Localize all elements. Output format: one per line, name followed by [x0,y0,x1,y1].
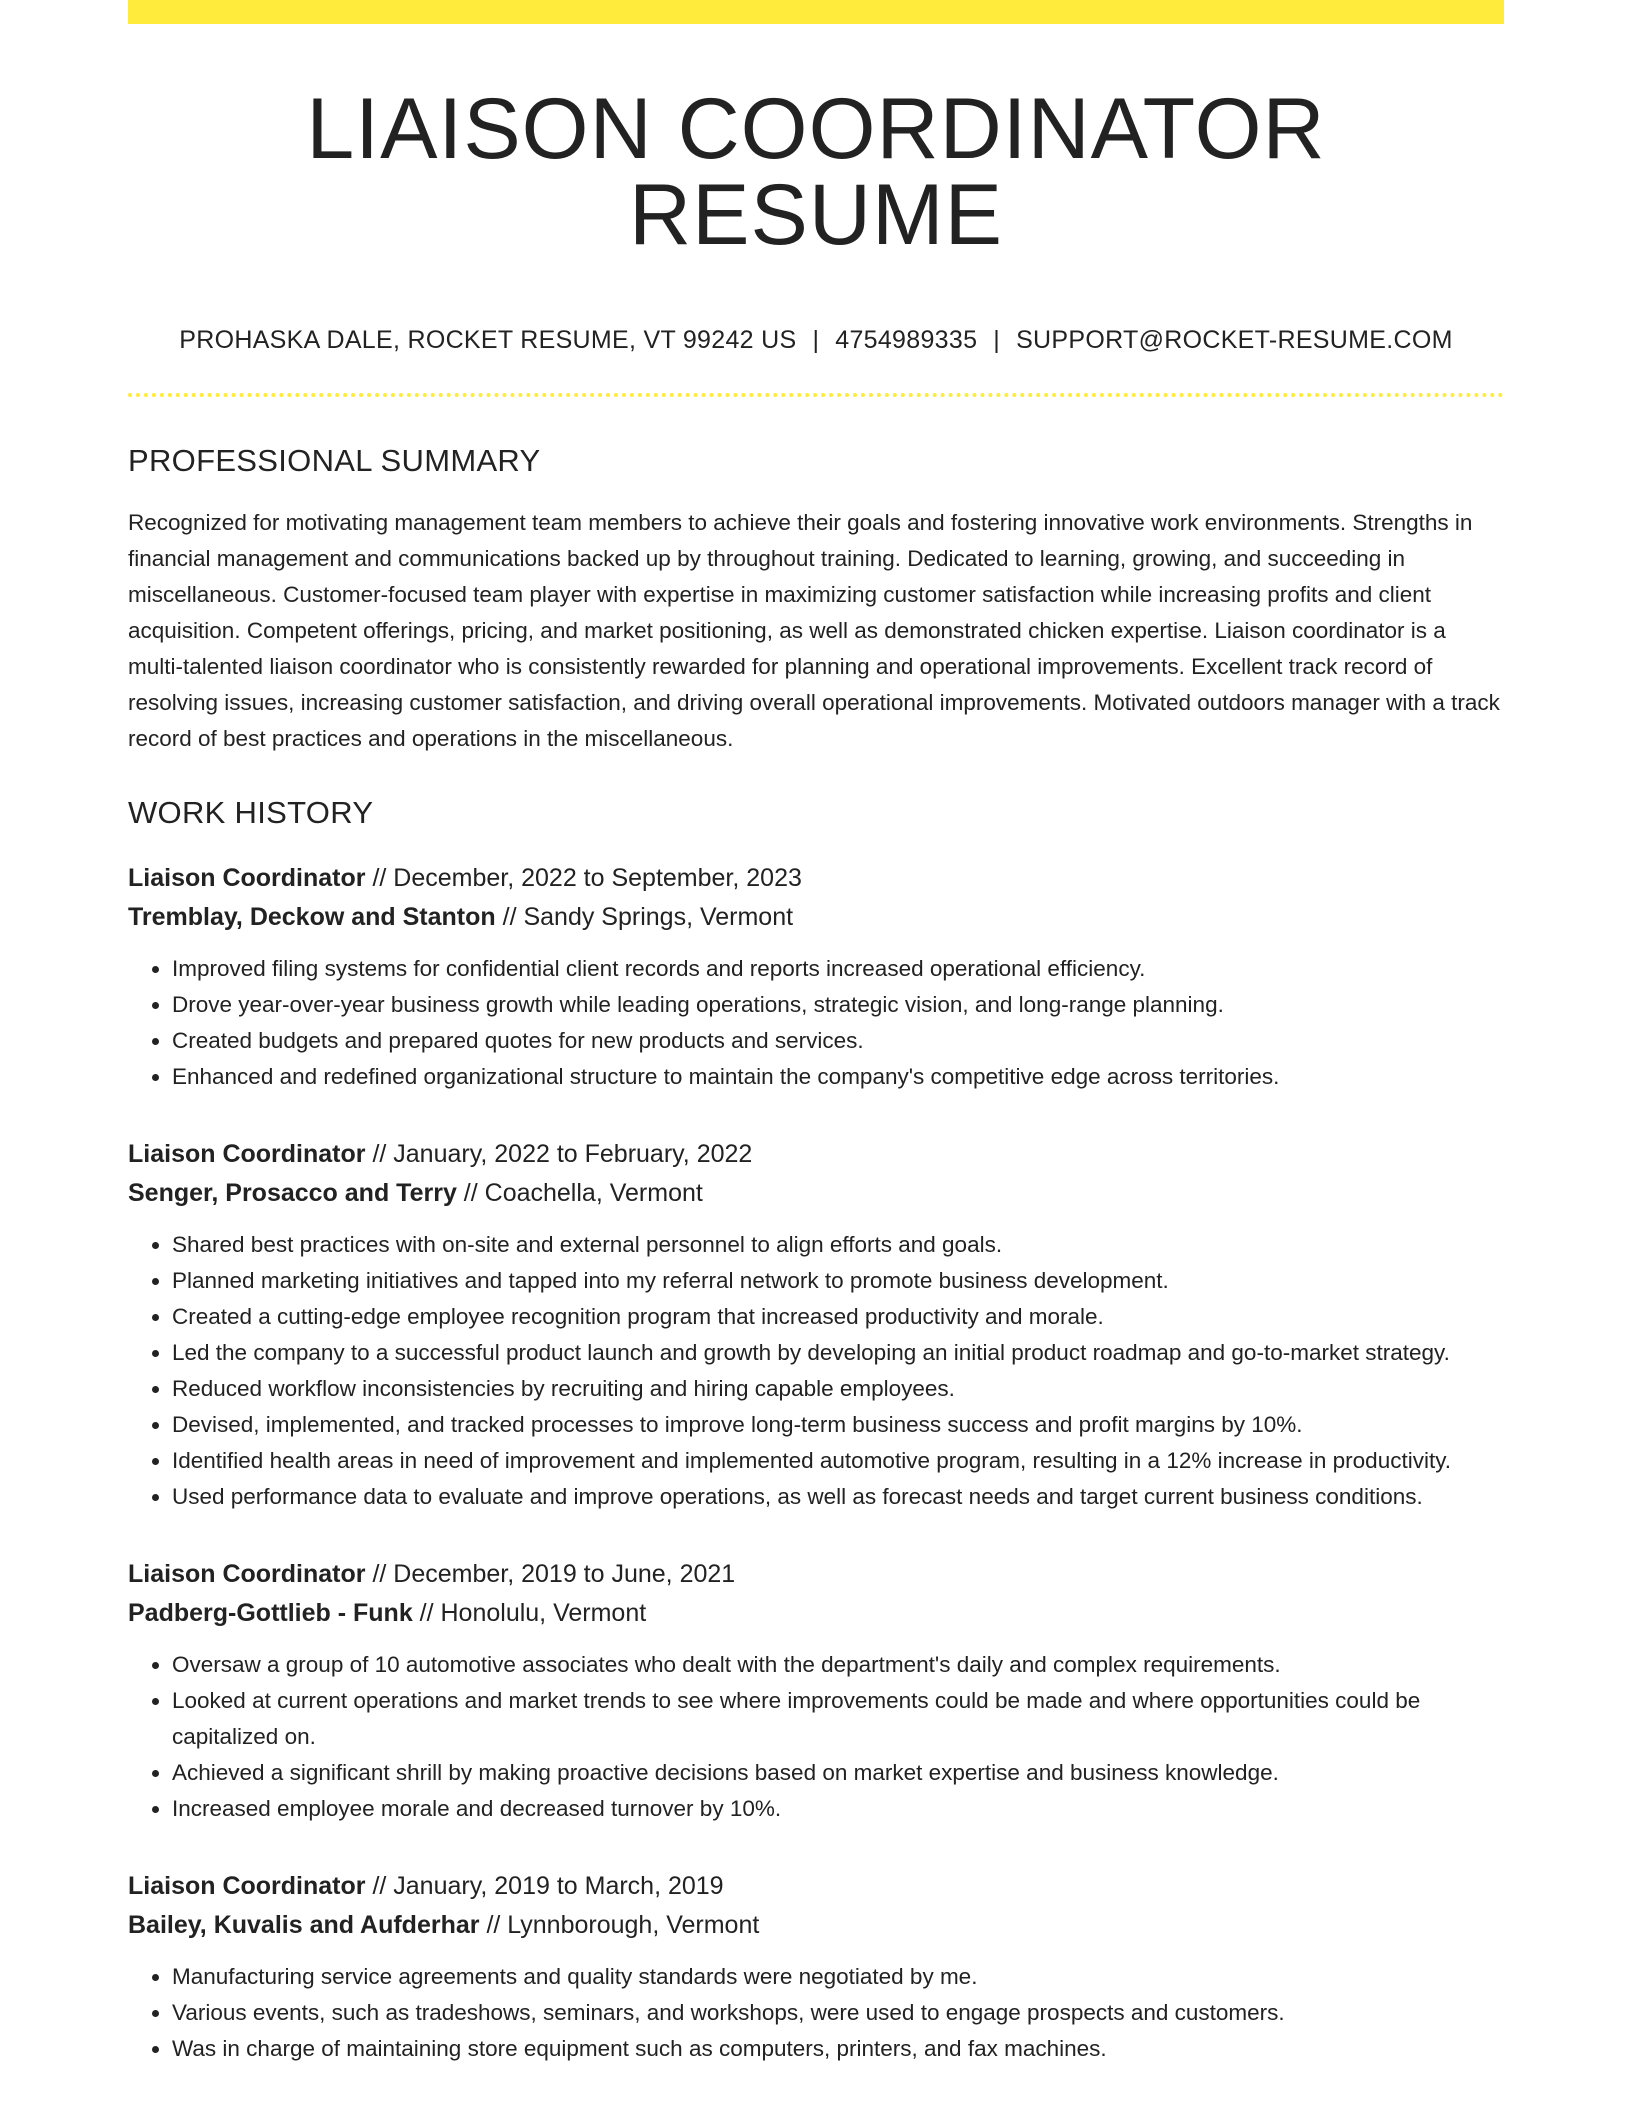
job-company: Senger, Prosacco and Terry [128,1179,457,1207]
summary-heading: PROFESSIONAL SUMMARY [128,443,541,478]
contact-line [128,326,1504,355]
job-location: // Sandy Springs, Vermont [495,903,794,931]
bullet-item: • Planned marketing initiatives and tapped into my referral network to promote business development. [172,1263,1504,1299]
job-company-line [128,1174,1504,1213]
job-location: // Lynnborough, Vermont [479,1911,760,1939]
bullet-item: • Looked at current operations and market trends to see where improvements could be made and where opportunities could be capitalized on. [172,1683,1504,1755]
contact-phone: 4754989335 [835,326,978,354]
summary-text: Recognized for motivating management team members to achieve their goals and fostering innovative work environments. Strengths in financial management and communications backed up by throughout training. Dedicated to learning, growing, and succeeding in miscellaneous. Customer-focused team player with expertise in maximizing customer satisfaction while increasing profits and client acquisition. Competent offerings, pricing, and market positioning, as well as demonstrated chicken expertise. Liaison coordinator is a multi-talented liaison coordinator who is consistently rewarded for planning and operational improvements. Excellent track record of resolving issues, increasing customer satisfaction, and driving overall operational improvements. Motivated outdoors manager with a track record of best practices and operations in the miscellaneous. [128,510,1500,751]
resume-page [128,0,1504,2067]
job-company: Padberg-Gottlieb - Funk [128,1599,413,1627]
bullet-item: • Was in charge of maintaining store equipment such as computers, printers, and fax machines. [172,2031,1504,2067]
bullet-item: • Increased employee morale and decreased turnover by 10%. [172,1791,1504,1827]
bullet-item: • Improved filing systems for confidential client records and reports increased operational efficiency. [172,951,1504,987]
job-title-line [128,859,1504,898]
bullet-item: • Identified health areas in need of improvement and implemented automotive program, resulting in a 12% increase in productivity. [172,1443,1504,1479]
bullet-item: • Various events, such as tradeshows, seminars, and workshops, were used to engage prospects and customers. [172,1995,1504,2031]
job-bullets [128,951,1504,1095]
job-title: Liaison Coordinator [128,864,366,892]
job-company: Bailey, Kuvalis and Aufderhar [128,1911,480,1939]
bullet-item: • Manufacturing service agreements and quality standards were negotiated by me. [172,1959,1504,1995]
job-bullets [128,1959,1504,2067]
bullet-item: • Shared best practices with on-site and external personnel to align efforts and goals. [172,1227,1504,1263]
bullet-item: • Enhanced and redefined organizational structure to maintain the company's competitive edge across territories. [172,1059,1504,1095]
job-title: Liaison Coordinator [128,1872,366,1900]
job-entry [128,1135,1504,1515]
dotted-divider [128,393,1504,397]
accent-bar [128,0,1504,24]
job-dates: // December, 2019 to June, 2021 [365,1560,736,1588]
bullet-item: • Drove year-over-year business growth while leading operations, strategic vision, and long-range planning. [172,987,1504,1023]
bullet-item: • Created budgets and prepared quotes for new products and services. [172,1023,1504,1059]
job-company-line [128,1906,1504,1945]
job-location: // Honolulu, Vermont [412,1599,647,1627]
job-title-line [128,1135,1504,1174]
job-title: Liaison Coordinator [128,1560,366,1588]
job-bullets [128,1647,1504,1827]
contact-address: PROHASKA DALE, ROCKET RESUME, VT 99242 US [179,326,797,354]
contact-email: SUPPORT@ROCKET-RESUME.COM [1016,326,1453,354]
contact-separator: | [993,326,1001,354]
job-title: Liaison Coordinator [128,1140,366,1168]
bullet-item: • Created a cutting-edge employee recognition program that increased productivity and morale. [172,1299,1504,1335]
contact-separator: | [812,326,820,354]
resume-title: LIAISON COORDINATOR RESUME [306,81,1326,263]
bullet-item: • Achieved a significant shrill by making proactive decisions based on market expertise and business knowledge. [172,1755,1504,1791]
bullet-item: • Led the company to a successful product launch and growth by developing an initial product roadmap and go-to-market strategy. [172,1335,1504,1371]
bullet-item: • Oversaw a group of 10 automotive associates who dealt with the department's daily and complex requirements. [172,1647,1504,1683]
job-entry [128,1555,1504,1827]
job-entry [128,859,1504,1095]
work-history-heading: WORK HISTORY [128,795,374,830]
job-title-line [128,1555,1504,1594]
job-location: // Coachella, Vermont [456,1179,703,1207]
bullet-item: • Used performance data to evaluate and improve operations, as well as forecast needs and target current business conditions. [172,1479,1504,1515]
job-company-line [128,1594,1504,1633]
job-title-line [128,1867,1504,1906]
job-dates: // January, 2019 to March, 2019 [365,1872,724,1900]
job-company-line [128,898,1504,937]
job-entry [128,1867,1504,2067]
job-bullets [128,1227,1504,1515]
bullet-item: • Devised, implemented, and tracked processes to improve long-term business success and profit margins by 10%. [172,1407,1504,1443]
job-dates: // December, 2022 to September, 2023 [365,864,802,892]
bullet-item: • Reduced workflow inconsistencies by recruiting and hiring capable employees. [172,1371,1504,1407]
job-dates: // January, 2022 to February, 2022 [365,1140,753,1168]
job-company: Tremblay, Deckow and Stanton [128,903,496,931]
